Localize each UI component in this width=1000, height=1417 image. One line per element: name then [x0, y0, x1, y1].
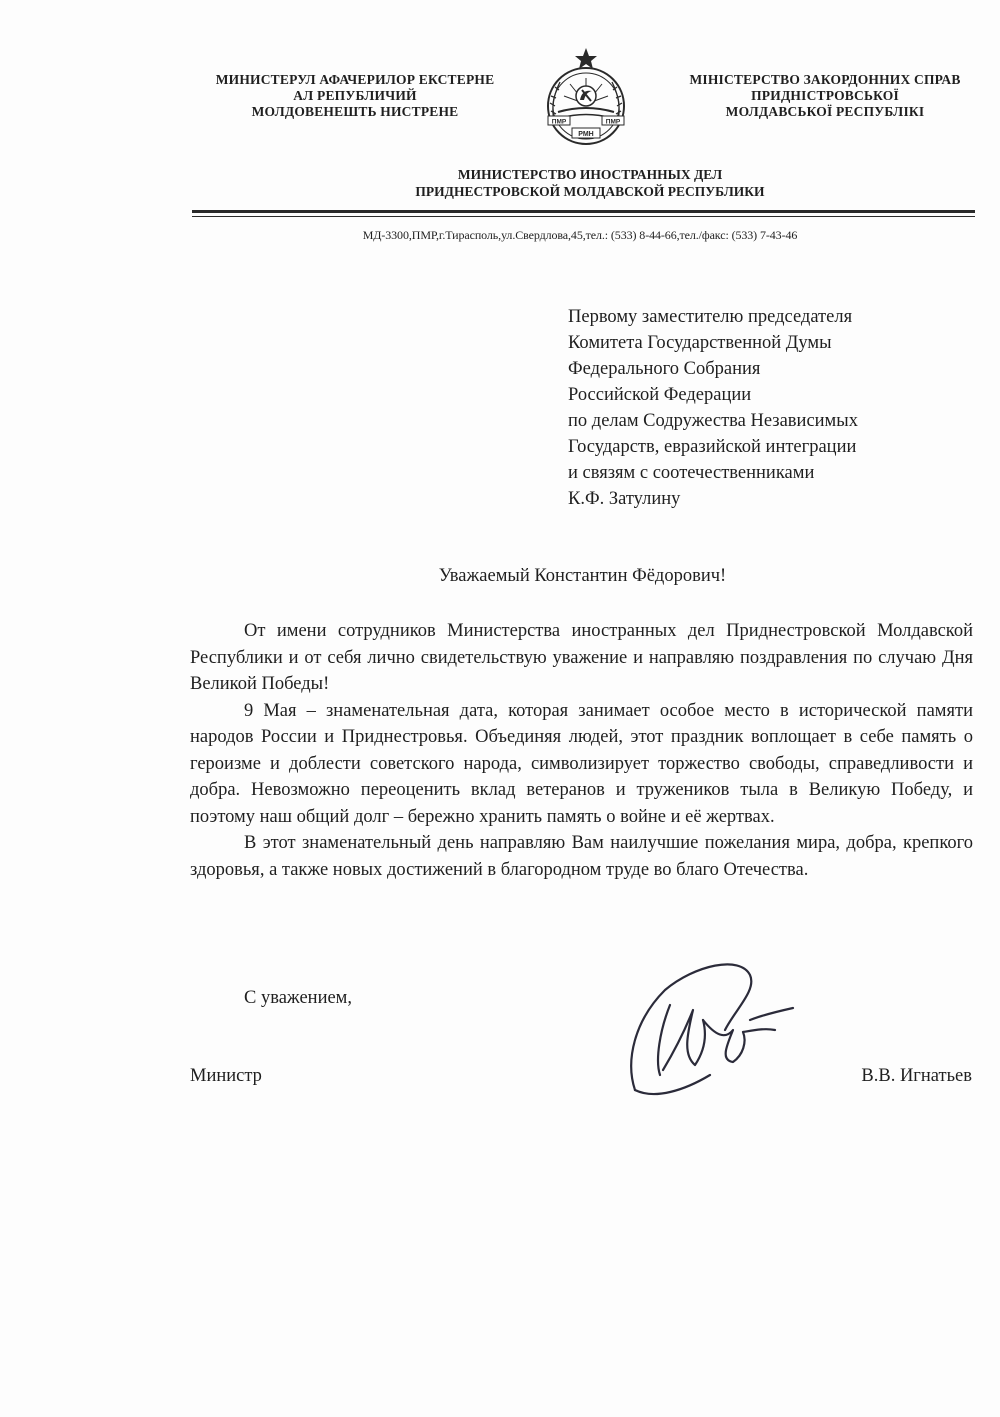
recipient-line: Комитета Государственной Думы [568, 333, 832, 353]
header-divider-thin [192, 216, 975, 217]
header-russian-ministry-name [340, 166, 840, 200]
recipient-line: Российской Федерации [568, 385, 752, 405]
recipient-block [568, 304, 968, 512]
header-left-line: МИНИСТЕРУЛ АФАЧЕРИЛОР ЕКСТЕРНЕ [215, 72, 495, 87]
body-paragraph: В этот знаменательный день направляю Вам наилучшие пожелания мира, добра, крепкого здоровья, а также новых достижений в благородном труде во благо Отечества. [190, 833, 973, 880]
emblem-ribbon-left: ПМР [551, 118, 567, 126]
signatory-position: Министр [190, 1066, 262, 1086]
salutation: Уважаемый Константин Фёдорович! [438, 566, 727, 586]
handwritten-signature-icon [615, 950, 815, 1110]
closing-phrase: С уважением, [244, 988, 353, 1008]
recipient-line: Государств, евразийской интеграции [568, 437, 857, 457]
letter-body [190, 618, 973, 883]
recipient-line: Первому заместителю председателя [568, 307, 853, 327]
header-left-line: АЛ РЕПУБЛИЧИЙ [293, 88, 417, 103]
ministry-address: МД-3300,ПМР,г.Тирасполь,ул.Свердлова,45,тел.: (533) 8-44-66,тел./факс: (533) 7-43-46 [362, 228, 798, 242]
recipient-line: и связям с соотечественниками [568, 463, 815, 483]
signatory-name: В.В. Игнатьев [861, 1066, 972, 1086]
recipient-line: по делам Содружества Независимых [568, 411, 858, 431]
header-right-line: ПРИДНІСТРОВСЬКОЇ [751, 88, 899, 103]
header-ukrainian-ministry-name [675, 72, 975, 120]
header-left-line: МОЛДОВЕНЕШТЬ НИСТРЕНЕ [251, 104, 459, 119]
header-divider-thick [192, 210, 975, 213]
body-paragraph: От имени сотрудников Министерства иностранных дел Приднестровской Молдавской Республики и от себя лично свидетельствую уважение и направляю поздравления по случаю Дня Великой Победы! [190, 621, 973, 694]
recipient-line: Федерального Собрания [568, 359, 761, 379]
emblem-ribbon-bottom: РМН [578, 131, 594, 138]
header-right-line: МОЛДАВСЬКОЇ РЕСПУБЛІКІ [725, 104, 925, 119]
header-moldovan-ministry-name [190, 72, 520, 120]
emblem-ribbon-right: ПМР [605, 118, 621, 126]
header-right-line: МІНІСТЕРСТВО ЗАКОРДОННИХ СПРАВ [689, 72, 961, 87]
state-emblem-icon [540, 46, 632, 150]
header-center-line: МИНИСТЕРСТВО ИНОСТРАННЫХ ДЕЛ [457, 167, 723, 182]
recipient-line: К.Ф. Затулину [568, 489, 681, 509]
body-paragraph: 9 Мая – знаменательная дата, которая занимает особое место в исторической памяти народов России и Приднестровья. Объединяя людей, этот праздник воплощает в себе память о героизме и доблести советского народа, символизирует торжество свободы, справедливости и добра. Невозможно переоценить вклад ветеранов и тружеников тыла в Великую Победу, и поэтому наш общий долг – бережно хранить память о войне и её жертвах. [190, 700, 973, 827]
header-center-line: ПРИДНЕСТРОВСКОЙ МОЛДАВСКОЙ РЕСПУБЛИКИ [415, 184, 765, 199]
